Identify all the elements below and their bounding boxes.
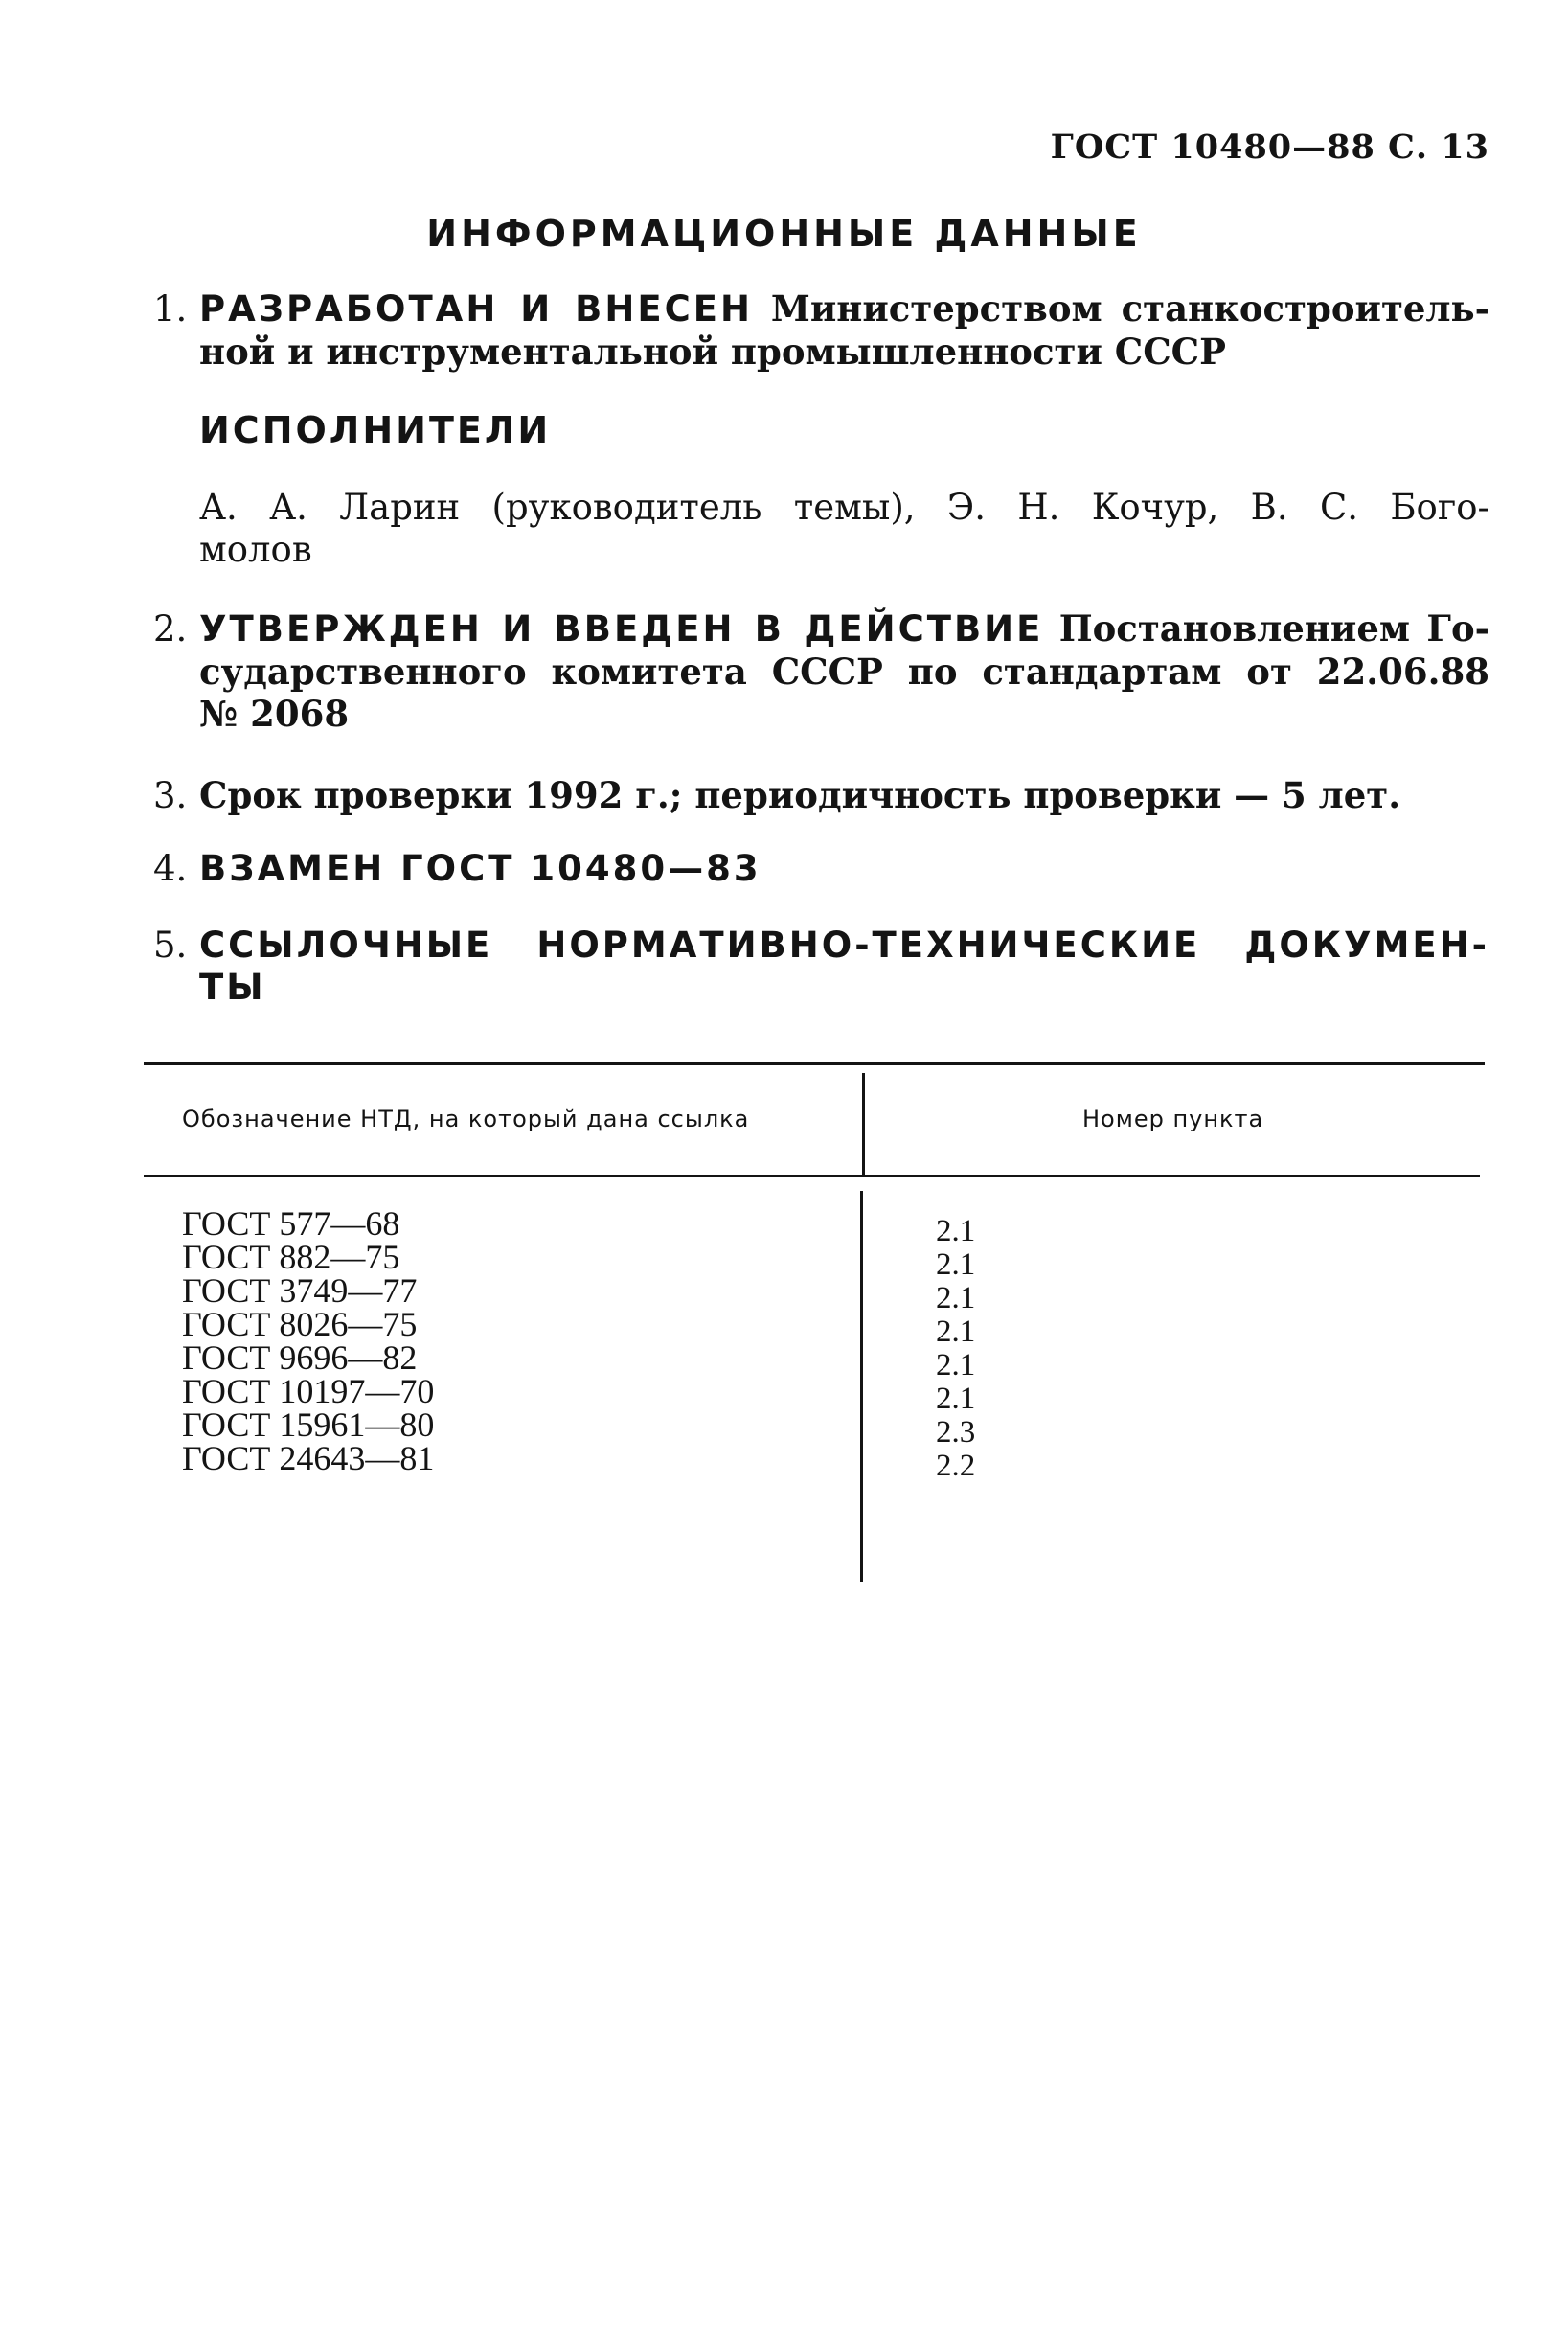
item-3 bbox=[153, 774, 1489, 817]
table-cell-clause: 2.1 bbox=[936, 1214, 976, 1248]
page-header: ГОСТ 10480—88 С. 13 bbox=[1050, 127, 1489, 167]
item-2-line-3: № 2068 bbox=[199, 693, 350, 735]
table-cell-clause: 2.1 bbox=[936, 1281, 976, 1315]
table-cell-clause: 2.3 bbox=[936, 1415, 976, 1450]
item-text: Постановлением Го- bbox=[1058, 607, 1489, 650]
item-1-line-1 bbox=[153, 287, 1489, 331]
item-5-line-2: ТЫ bbox=[199, 967, 266, 1008]
item-1-line-2: ной и инструментальной промышленности СССР bbox=[199, 331, 1226, 373]
item-text: ВЗАМЕН ГОСТ 10480—83 bbox=[199, 848, 761, 889]
table-header-clause: Номер пункта bbox=[1082, 1106, 1264, 1132]
item-number: 3. bbox=[153, 775, 188, 816]
item-5 bbox=[153, 925, 1489, 1009]
table-cell-clause: 2.1 bbox=[936, 1382, 976, 1416]
executors-line-2: молов bbox=[199, 529, 312, 570]
table-cell-document: ГОСТ 9696—82 bbox=[182, 1338, 418, 1377]
item-number: 4. bbox=[153, 848, 188, 889]
table-cell-clause: 2.1 bbox=[936, 1314, 976, 1349]
item-lead: УТВЕРЖДЕН И ВВЕДЕН В ДЕЙСТВИЕ bbox=[199, 608, 1044, 650]
table-column-documents bbox=[182, 1204, 435, 1477]
table-header-rule bbox=[144, 1175, 1480, 1177]
item-lead: РАЗРАБОТАН И ВНЕСЕН bbox=[199, 288, 754, 330]
table-header-divider bbox=[862, 1073, 865, 1177]
table-cell-document: ГОСТ 24643—81 bbox=[182, 1439, 435, 1477]
executors-heading: ИСПОЛНИТЕЛИ bbox=[199, 409, 552, 451]
table-column-divider bbox=[860, 1191, 863, 1582]
table-header-document: Обозначение НТД, на который дана ссылка bbox=[182, 1106, 750, 1132]
item-4 bbox=[153, 848, 1489, 890]
item-number: 5. bbox=[153, 925, 188, 966]
executors-line-1: А. А. Ларин (руководитель темы), Э. Н. Кочур, В. С. Бого- bbox=[199, 487, 1489, 528]
item-2-line-1 bbox=[153, 607, 1489, 651]
item-text: Срок проверки 1992 г.; периодичность проверки — 5 лет. bbox=[199, 774, 1401, 816]
executors-list bbox=[199, 487, 1489, 571]
table-cell-document: ГОСТ 577—68 bbox=[182, 1204, 400, 1243]
table-cell-clause: 2.1 bbox=[936, 1247, 976, 1282]
item-text: ССЫЛОЧНЫЕ НОРМАТИВНО-ТЕХНИЧЕСКИЕ ДОКУМЕН- bbox=[199, 925, 1489, 966]
table-cell-document: ГОСТ 10197—70 bbox=[182, 1372, 435, 1410]
table-cell-document: ГОСТ 8026—75 bbox=[182, 1305, 418, 1343]
table-column-clauses bbox=[936, 1215, 975, 1483]
item-text: Министерством станкостроитель- bbox=[770, 287, 1489, 330]
item-5-line-1 bbox=[153, 925, 1489, 967]
item-2-line-2: сударственного комитета СССР по стандартам от 22.06.88 bbox=[199, 651, 1489, 693]
table-cell-document: ГОСТ 3749—77 bbox=[182, 1271, 418, 1310]
item-number: 2. bbox=[153, 608, 188, 650]
document-title: ИНФОРМАЦИОННЫЕ ДАННЫЕ bbox=[426, 213, 1142, 255]
table-cell-clause: 2.2 bbox=[936, 1449, 976, 1483]
item-1 bbox=[153, 287, 1489, 373]
table-cell-clause: 2.1 bbox=[936, 1348, 976, 1383]
table-top-rule bbox=[144, 1062, 1485, 1065]
table-cell-document: ГОСТ 15961—80 bbox=[182, 1405, 435, 1444]
table-cell-document: ГОСТ 882—75 bbox=[182, 1238, 400, 1276]
item-2 bbox=[153, 607, 1489, 735]
item-number: 1. bbox=[153, 288, 188, 330]
